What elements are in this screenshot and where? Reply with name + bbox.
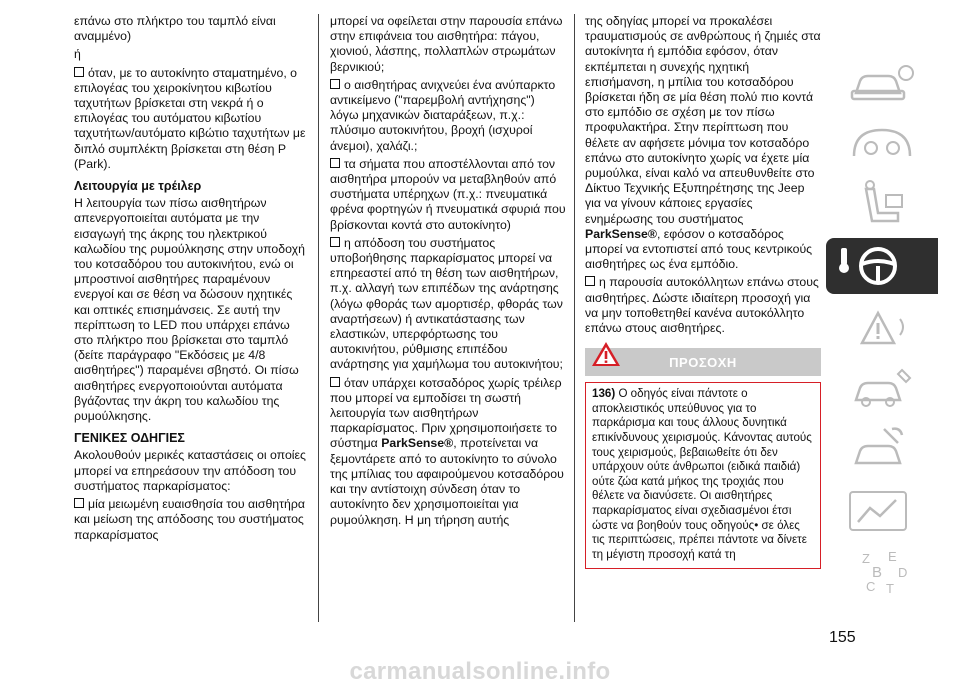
caution-title: ΠΡΟΣΟΧΗ (669, 355, 737, 371)
watermark-footer[interactable]: carmanualsonline.info (349, 658, 611, 685)
bullet-box-icon (330, 377, 340, 387)
bullet-box-icon (330, 158, 340, 168)
tab-technical-data[interactable] (826, 482, 938, 538)
tab-letter: B (872, 564, 883, 581)
tab-dashboard[interactable] (826, 116, 938, 172)
key-steering-wheel-icon (826, 238, 938, 294)
paragraph: της οδηγίας μπορεί να προκαλέσει τραυματισμούς σε ανθρώπους ή ζημιές στα αυτοκίνητα ή εμπόδια εφόσον, όταν εκπέμπεται η συνεχής ηχητική επισήμανση, η μπίλια του κοτσαδόρου βρίσκεται ήδη σε μία θέση πολύ πιο κοντά στο εμπόδιο σε σχέση με τον πίσω προφυλακτήρα. Στην περίπτωση που θέλετε αν αφήσετε μόνιμα τον κοτσαδόρο επάνω στο αυτοκίνητο χωρίς να έχετε μία ρυμούλκα, είναι καλό να απευθυνθείτε στο Δίκτυο Τεχνικής Εξυπηρέτησης της Jeep για να γίνουν κάποιες εργασίες ενημέρωσης του συστήματος ParkSense®, εφόσον ο κοτσαδόρος μπορεί να εντοπιστεί από τους κεντρικούς αισθητήρες ως ένα εμπόδιο. (585, 14, 821, 272)
column-divider (318, 14, 319, 622)
tab-car-info[interactable] (826, 55, 938, 111)
seat-safety-icon (826, 177, 938, 233)
bullet-box-icon (585, 276, 595, 286)
bullet-item: όταν, με το αυτοκίνητο σταματημένο, ο επιλογέας του χειροκίνητου κιβωτίου ταχυτήτων βρίσκεται στη νεκρά ή ο επιλογέας του αυτόματου κιβωτίου ταχυτήτων/αυτόματο κιβώτιο ταχυτήτων με διπλό συμπλέκτη βρίσκεται στη θέση P (Park). (74, 65, 306, 171)
bullet-item: η απόδοση του συστήματος υποβοήθησης παρκαρίσματος μπορεί να επηρεαστεί από τη θέση των αισθητήρων, π.χ. αλλαγή των επιπέδων της ανάρτησης (λόγω φθοράς των αμορτισέρ, φθοράς των αναρτήσεων) ή αντικατάστασης των ελαστικών, υπερφόρτωσης του αυτοκινήτου, ρύθμισης επιπέδου ανάρτησης για χαμήλωμα του αυτοκινήτου; (330, 235, 563, 372)
text-column-1 (74, 14, 310, 546)
bullet-box-icon (74, 67, 84, 77)
caution-text: Ο οδηγός είναι πάντοτε ο αποκλειστικός υπεύθυνος για το παρκάρισμα και τους άλλους δυνητικά επικίνδυνους χειρισμούς. Κάνοντας αυτούς τους χειρισμούς, βεβαιωθείτε ότι δεν υπάρχουν ούτε άνθρωποι (ειδικά παιδιά) ούτε ζώα κατά μήκος της τροχιάς που θέλετε να διανύσετε. Οι αισθητήρες παρκαρίσματος είναι σχεδιασμένοι έτσι ώστε να βοηθούν τους οδηγούς• σε όλες τις περιπτώσεις, πρέπει πάντοτε να δίνετε τη μέγιστη προσοχή κατά τη (592, 387, 812, 561)
technical-data-icon (826, 482, 938, 538)
tab-warnings[interactable] (826, 299, 938, 355)
alphabetical-index-icon (826, 543, 938, 599)
bullet-box-icon (330, 237, 340, 247)
bullet-item: όταν υπάρχει κοτσαδόρος χωρίς τρέιλερ που μπορεί να εμποδίσει τη σωστή λειτουργία των αισθητήρων παρκαρίσματος. Πριν χρησιμοποιήσετε το σύστημα ParkSense®, προτείνεται να ξεμοντάρετε από το αυτοκίνητο το σύνολο της μπίλιας του αφαιρούμενου κοτσαδόρου και την αντίστοιχη σύνδεση όταν το αυτοκίνητο δεν χρησιμοποιείται για ρυμούλκηση. Η μη τήρηση αυτής (330, 375, 564, 527)
paragraph: ή (74, 47, 81, 62)
warning-light-icon (826, 299, 938, 355)
paragraph: μπορεί να οφείλεται στην παρουσία επάνω στην επιφάνεια του αισθητήρα: πάγου, χιονιού, λάσπης, πολλαπλών στρωμάτων βερνικιού; (330, 14, 563, 74)
wrench-car-icon (826, 421, 938, 477)
tab-letter: D (898, 565, 908, 580)
paragraph: Η λειτουργία των πίσω αισθητήρων απενεργοποιείται αυτόματα με την εισαγωγή της άκρης του ηλεκτρικού καλωδίου της ρυμούλκησης στην υποδοχή του κοτσαδόρου του αυτοκινήτου, ενώ οι μπροστινοί αισθητήρες παραμένουν ενεργοί και σε θέση να δώσουν ηχητικές και οπτικές επισημάνσεις. Σε αυτή την περίπτωση το LED που υπάρχει επάνω στο πλήκτρο που βρίσκεται στο ταμπλό (δείτε παράγραφο "Εκδόσεις με 4/8 αισθητήρες") παραμένει σβηστό. Οι πίσω αισθητήρες ενεργοποιούνται αυτόματα βγάζοντας την άκρη του καλωδίου της ρυμούλκησης. (74, 196, 305, 424)
tab-letter: Z (862, 551, 870, 566)
tab-starting-driving[interactable] (826, 238, 938, 294)
tab-letter: C (866, 579, 876, 594)
tab-safety[interactable] (826, 177, 938, 233)
bullet-item: η παρουσία αυτοκόλλητων επάνω στους αισθητήρες. Δώστε ιδιαίτερη προσοχή για να μην τοποθετηθεί κανένα αυτοκόλλητο επάνω στους αισθητήρες. (585, 275, 819, 336)
tab-emergency[interactable] (826, 360, 938, 416)
chapter-tabs (826, 55, 938, 604)
bullet-item: μία μειωμένη ευαισθησία του αισθητήρα και μείωση της απόδοσης του συστήματος παρκαρίσματος (74, 497, 305, 542)
bullet-item: ο αισθητήρας ανιχνεύει ένα ανύπαρκτο αντικείμενο ("παρεμβολή αντήχησης") λόγω μηχανικών διαταράξεων, π.χ.: πλύσιμο αυτοκινήτου, βροχή (ισχυροί άνεμοι), χαλάζι.; (330, 77, 556, 153)
section-heading: ΓΕΝΙΚΕΣ ΟΔΗΓΙΕΣ (74, 431, 185, 446)
bullet-box-icon (74, 498, 84, 508)
caution-box (585, 382, 821, 569)
paragraph: επάνω στο πλήκτρο του ταμπλό είναι αναμμένο) (74, 14, 276, 44)
bullet-item: τα σήματα που αποστέλλονται από τον αισθητήρα μπορούν να μεταβληθούν από συστήματα υπέρηχων (π.χ.: πνευματικά φρένα φορτηγών ή πνευματικά σφυριά που βρίσκονται κοντά στο αυτοκίνητο) (330, 156, 566, 232)
tab-maintenance[interactable] (826, 421, 938, 477)
column-divider (574, 14, 575, 622)
tab-letter: E (888, 549, 897, 564)
tab-index[interactable] (826, 543, 938, 599)
car-service-icon (826, 360, 938, 416)
car-info-icon (826, 55, 938, 111)
bullet-box-icon (330, 79, 340, 89)
dashboard-icon (826, 116, 938, 172)
caution-header (585, 348, 821, 376)
text-column-2 (330, 14, 566, 531)
paragraph: Ακολουθούν μερικές καταστάσεις οι οποίες μπορεί να επηρεάσουν την απόδοση του συστήματος παρκαρίσματος: (74, 448, 306, 493)
page-number: 155 (829, 629, 856, 646)
caution-number: 136) (592, 387, 616, 401)
section-heading: Λειτουργία με τρέιλερ (74, 179, 202, 194)
text-column-3 (585, 14, 821, 569)
tab-letter: T (886, 581, 894, 596)
